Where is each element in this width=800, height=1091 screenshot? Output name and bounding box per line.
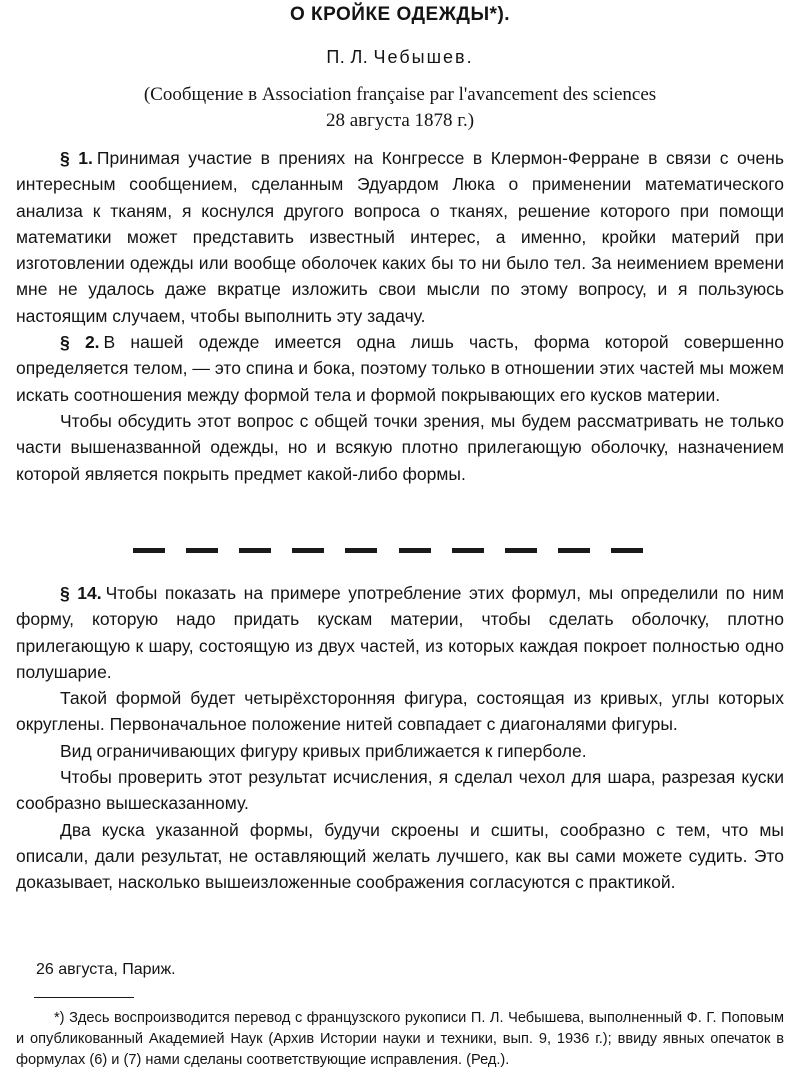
separator-dash: [558, 548, 590, 553]
section-2-marker: § 2.: [60, 332, 100, 353]
section-2-text: В нашей одежде имеется одна лишь часть, форма которой совершенно определяется телом, — это спина и бока, поэтому только в отношении этих частей мы можем искать соотношения между формой тела и формой покрывающих его кусков материи.: [16, 332, 784, 405]
section-14-paragraph-2: Такой формой будет четырёхсторонняя фигура, состоящая из кривых, углы которых округлены. Первоначальное положение нитей совпадает с диагоналями фигуры.: [16, 688, 784, 735]
section-14-paragraph-5: Два куска указанной формы, будучи скроены и сшиты, сообразно с тем, что мы описали, дали результат, не оставляющий желать лучшего, как вы сами можете судить. Это доказывает, насколько вышеизложенные соображения согласуются с практикой.: [16, 819, 784, 893]
subtitle-line-1: (Сообщение в Association française par l'avancement des sciences: [143, 84, 657, 105]
page-title: О КРОЙКЕ ОДЕЖДЫ*).: [289, 4, 511, 25]
section-14-paragraph-4: Чтобы проверить этот результат исчисления, я сделал чехол для шара, разрезая куски сообразно вышесказанному.: [16, 767, 784, 814]
separator-dash: [345, 548, 377, 553]
separator-dash: [452, 548, 484, 553]
section-14-marker: § 14.: [60, 583, 102, 603]
separator-dash: [239, 548, 271, 553]
separator-dash: [186, 548, 218, 553]
omission-separator: [133, 548, 643, 553]
subtitle-line-2: 28 августа 1878 г.): [325, 110, 475, 131]
body-part-1: [16, 145, 784, 487]
separator-dash: [133, 548, 165, 553]
section-1-text: Принимая участие в прениях на Конгрессе в Клермон-Ферране в связи с очень интересным сообщением, сделанным Эдуардом Люка о применении математического анализа к тканям, я коснулся другого вопроса о тканях, решение которого при помощи математики может представить известный интерес, а именно, кройки материй при изготовлении одежды или вообще оболочек каких бы то ни было тел. За неимением времени мне не удалось даже вкратце изложить свои мысли по этому вопросу, и я пользуюсь настоящим случаем, чтобы выполнить эту задачу.: [16, 148, 784, 326]
separator-dash: [505, 548, 537, 553]
date-place-signoff: 26 августа, Париж.: [36, 961, 176, 978]
author-surname: Чебышев.: [373, 47, 474, 67]
section-2-paragraph: [16, 329, 784, 408]
author-initials: П. Л.: [326, 47, 369, 67]
author-line: [16, 47, 784, 68]
section-14-paragraph-3: Вид ограничивающих фигуру кривых приближается к гиперболе.: [60, 740, 587, 761]
footnote: [16, 1008, 784, 1071]
document-page: [16, 0, 784, 1091]
separator-dash: [399, 548, 431, 553]
section-1-paragraph: [16, 145, 784, 329]
footnote-text: *) Здесь воспроизводится перевод с французского рукописи П. Л. Чебышева, выполненный Ф. Г. Поповым и опубликованный Академией Наук (Архив Истории науки и техники, вып. 9, 1936 г.); ввиду явных опечаток в формулах (6) и (7) нами сделаны соответствующие исправления. (Ред.).: [16, 1010, 784, 1068]
section-2-paragraph-2: Чтобы обсудить этот вопрос с общей точки зрения, мы будем рассматривать не только части вышеназванной одежды, но и всякую плотно прилегающую оболочку, назначением которой является покрыть предмет какой-либо формы.: [16, 410, 784, 484]
footnote-rule: [34, 997, 134, 998]
separator-dash: [611, 548, 643, 553]
subtitle: [16, 82, 784, 134]
body-part-2: [16, 580, 784, 896]
section-14-text: Чтобы показать на примере употребление этих формул, мы определили по ним форму, которую надо придать кускам материи, чтобы сделать оболочку, плотно прилегающую к шару, состоящую из двух частей, из которых каждая покроет полностью одно полушарие.: [16, 583, 784, 682]
section-1-marker: § 1.: [60, 148, 93, 168]
section-14-paragraph: [16, 580, 784, 685]
separator-dash: [292, 548, 324, 553]
